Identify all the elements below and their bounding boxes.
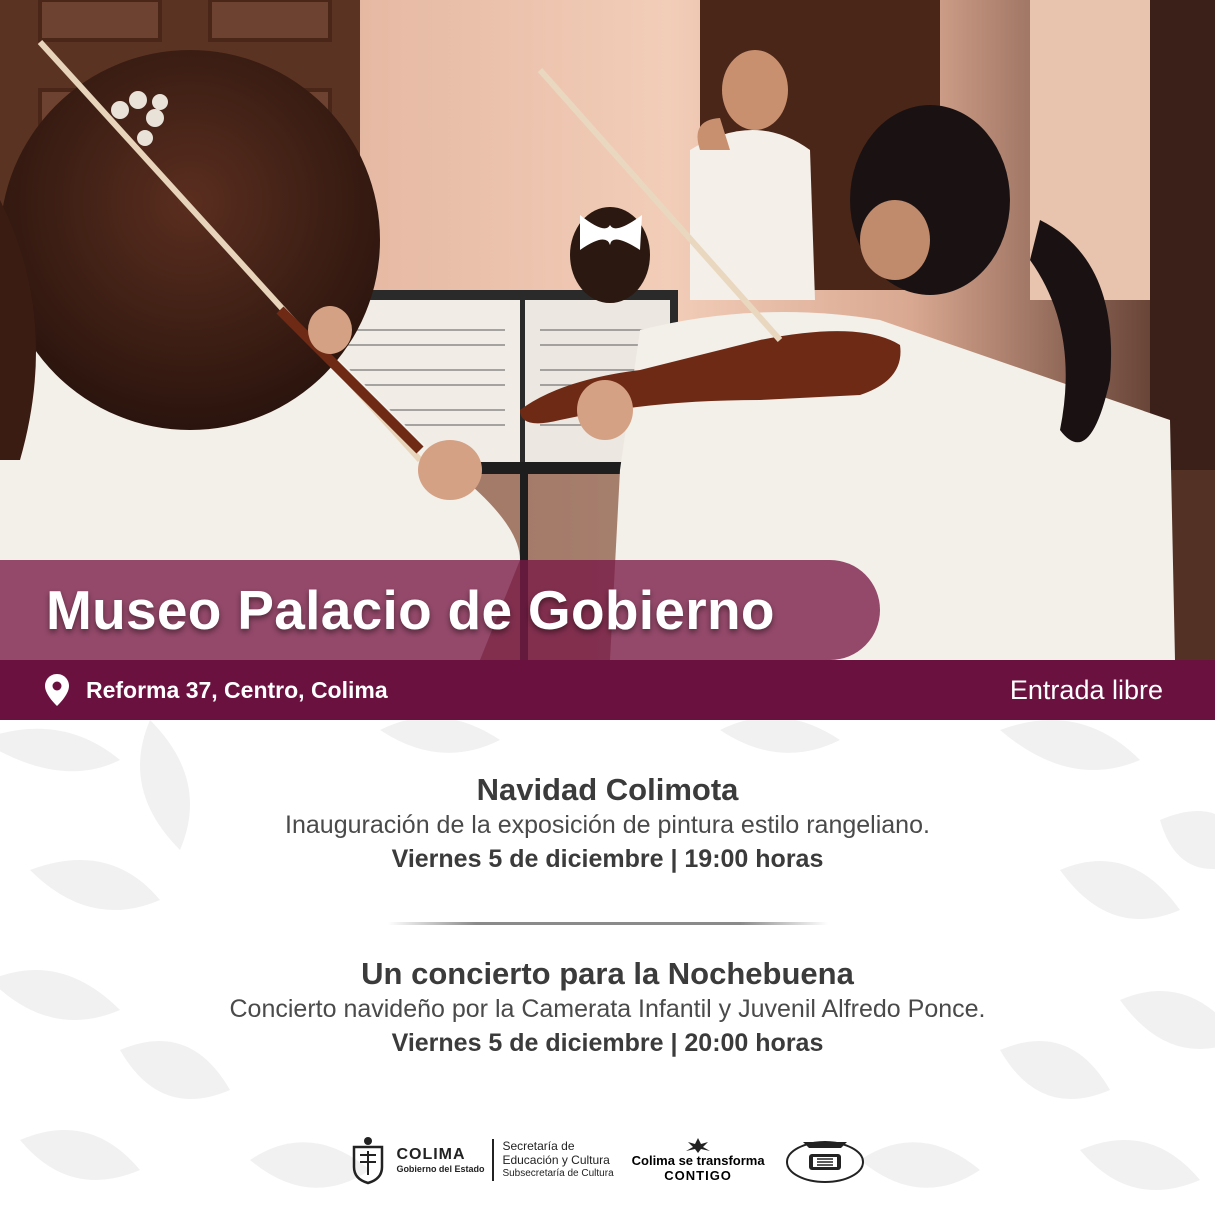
event-title: Un concierto para la Nochebuena: [361, 956, 854, 991]
event-description: Inauguración de la exposición de pintura estilo rangeliano.: [285, 811, 930, 839]
secretaria-block: [502, 1139, 613, 1181]
secretaria-line-2: Educación y Cultura: [502, 1153, 610, 1167]
logo-separator: [492, 1139, 494, 1181]
map-pin-icon: [44, 673, 70, 707]
colima-subtitle: Gobierno del Estado: [396, 1164, 485, 1174]
event-date: Viernes 5 de diciembre | 20:00 horas: [391, 1029, 824, 1057]
admission-label: Entrada libre: [1009, 674, 1163, 705]
poinsettia-icon: [684, 1137, 712, 1153]
event-date: Viernes 5 de diciembre | 19:00 horas: [391, 845, 824, 873]
event-2: [0, 956, 1215, 1060]
manzanillo-200-anos-seal-icon: [783, 1134, 867, 1186]
venue-title: Museo Palacio de Gobierno: [46, 579, 775, 641]
colima-name: COLIMA: [396, 1146, 466, 1163]
subsecretaria-line: Subsecretaría de Cultura: [502, 1168, 614, 1179]
colima-wordmark: [396, 1146, 484, 1174]
location-bar: [0, 660, 1215, 720]
state-crest-icon: [348, 1135, 388, 1185]
colima-transforma-logo: [632, 1137, 765, 1183]
section-divider: [388, 922, 828, 925]
title-banner: [0, 560, 880, 660]
event-description: Concierto navideño por la Camerata Infantil y Juvenil Alfredo Ponce.: [229, 995, 986, 1023]
location-group: [44, 673, 388, 707]
location-address: Reforma 37, Centro, Colima: [86, 676, 388, 703]
contigo-text: CONTIGO: [664, 1168, 732, 1183]
colima-government-logo: [348, 1135, 613, 1185]
event-1: [0, 772, 1215, 876]
event-title: Navidad Colimota: [476, 772, 739, 807]
secretaria-line-1: Secretaría de: [502, 1139, 575, 1153]
transforma-text: Colima se transforma: [631, 1153, 765, 1168]
footer-logos: [0, 1125, 1215, 1195]
